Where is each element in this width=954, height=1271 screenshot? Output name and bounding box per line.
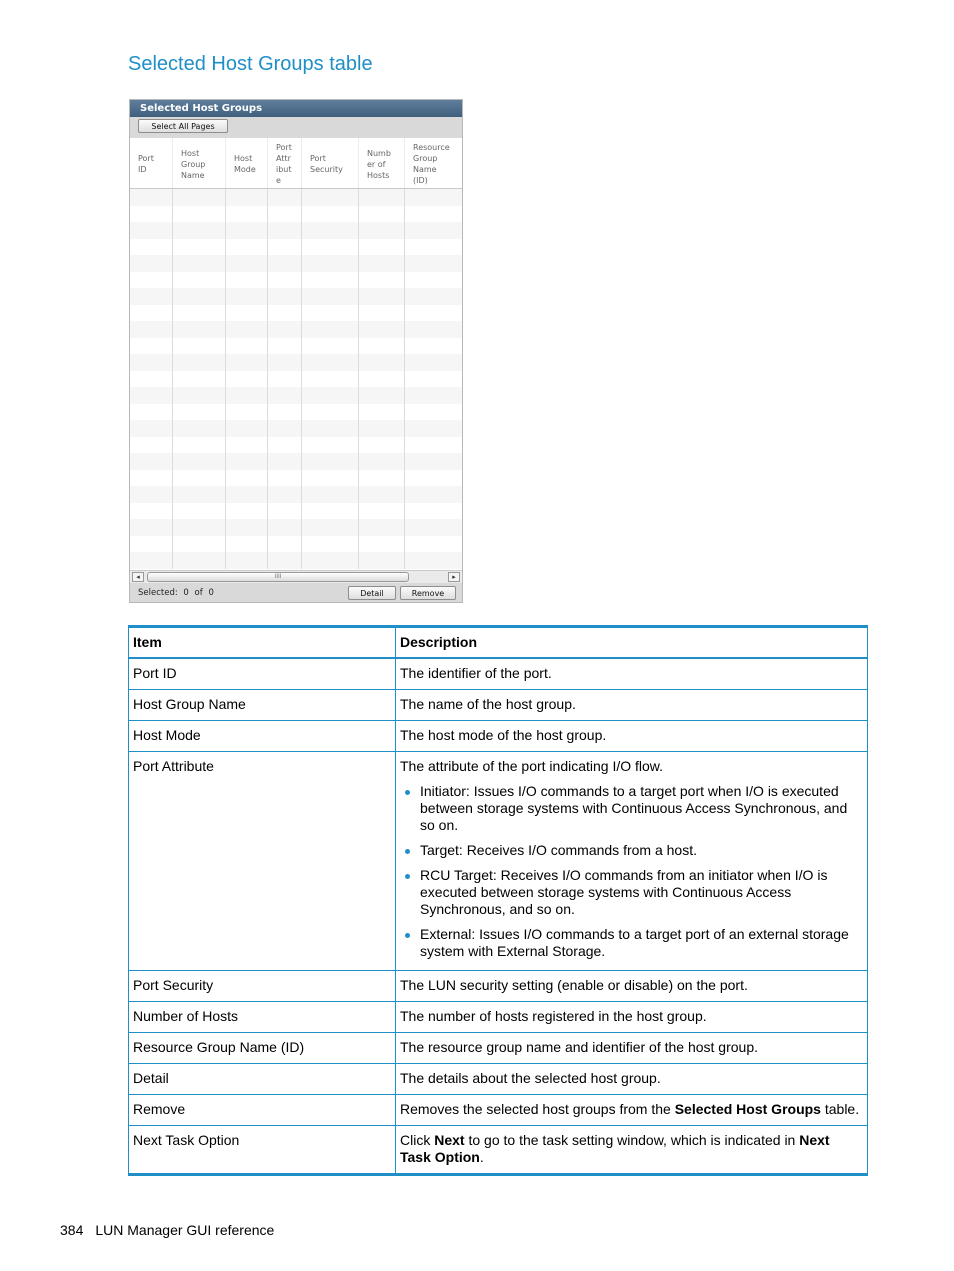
grid-cell (130, 255, 173, 272)
description-text: to go to the task setting window, which is indicated in (464, 1132, 800, 1148)
grid-cell (268, 420, 302, 437)
grid-row[interactable] (130, 536, 462, 553)
grid-row[interactable] (130, 404, 462, 421)
grid-cell (359, 272, 405, 289)
horizontal-scrollbar[interactable] (130, 570, 462, 583)
grid-cell (405, 519, 462, 536)
item-cell: Number of Hosts (129, 1002, 396, 1033)
description-table (128, 625, 868, 1176)
item-cell: Detail (129, 1064, 396, 1095)
grid-cell (130, 305, 173, 322)
grid-cell (130, 371, 173, 388)
grid-cell (268, 486, 302, 503)
grid-cell (359, 206, 405, 223)
grid-cell (359, 321, 405, 338)
grid-row[interactable] (130, 503, 462, 520)
column-header-resource-group-name[interactable]: Resource Group Name (ID) (413, 143, 450, 185)
grid-cell (302, 338, 359, 355)
grid-cell (130, 404, 173, 421)
grid-row[interactable] (130, 354, 462, 371)
grid-cell (268, 189, 302, 206)
grid-cell (302, 503, 359, 520)
description-cell: The resource group name and identifier of the host group. (396, 1033, 868, 1064)
grid-cell (359, 470, 405, 487)
grid-cell (226, 552, 268, 569)
grid-cell (226, 470, 268, 487)
grid-cell (268, 519, 302, 536)
grid-cell (173, 222, 226, 239)
grid-cell (405, 206, 462, 223)
grid-row[interactable] (130, 206, 462, 223)
grid-cell (130, 552, 173, 569)
grid-cell (405, 222, 462, 239)
table-row (129, 752, 868, 971)
table-row (129, 658, 868, 690)
grid-cell (130, 288, 173, 305)
grid-cell (173, 354, 226, 371)
grid-cell (302, 206, 359, 223)
panel-title: Selected Host Groups (130, 100, 462, 117)
grid-cell (173, 305, 226, 322)
bullet-list (400, 783, 863, 960)
grid-cell (405, 470, 462, 487)
grid-cell (302, 420, 359, 437)
grid-cell (226, 371, 268, 388)
description-text: . (479, 1149, 484, 1165)
footer-title: LUN Manager GUI reference (95, 1222, 275, 1238)
grid-cell (173, 321, 226, 338)
scroll-right-icon[interactable]: ▸ (448, 572, 460, 582)
grid-cell (268, 503, 302, 520)
grid-cell (302, 272, 359, 289)
table-row (129, 1033, 868, 1064)
grid-cell (268, 338, 302, 355)
grid-cell (173, 486, 226, 503)
grid-cell (405, 437, 462, 454)
grid-cell (359, 255, 405, 272)
column-header-host-group-name[interactable]: Host Group Name (173, 138, 226, 188)
item-cell: Host Mode (129, 721, 396, 752)
grid-cell (405, 305, 462, 322)
grid-row[interactable] (130, 255, 462, 272)
bold-term: Next Task Option (400, 1132, 830, 1165)
grid-cell (226, 272, 268, 289)
grid-cell (302, 453, 359, 470)
table-row (129, 1095, 868, 1126)
item-cell: Host Group Name (129, 690, 396, 721)
remove-button[interactable]: Remove (400, 586, 456, 600)
grid-cell (130, 486, 173, 503)
header-description: Description (396, 627, 868, 659)
grid-cell (405, 338, 462, 355)
grid-cell (268, 222, 302, 239)
grid-row[interactable] (130, 437, 462, 454)
selected-host-groups-panel (129, 99, 463, 603)
grid-cell (173, 503, 226, 520)
grid-cell (226, 536, 268, 553)
total-count: 0 (208, 588, 214, 598)
grid-cell (302, 189, 359, 206)
grid-cell (302, 552, 359, 569)
grid-cell (226, 239, 268, 256)
grid-cell (359, 536, 405, 553)
grid-cell (226, 189, 268, 206)
grid-cell (268, 437, 302, 454)
section-title: Selected Host Groups table (128, 53, 373, 75)
table-row (129, 1064, 868, 1095)
grid-cell (130, 453, 173, 470)
table-row (129, 690, 868, 721)
grid-cell (405, 552, 462, 569)
panel-footer (130, 583, 462, 603)
grid-cell (226, 453, 268, 470)
grid-row[interactable] (130, 288, 462, 305)
grid-cell (173, 536, 226, 553)
grid-cell (359, 503, 405, 520)
grid-row[interactable] (130, 453, 462, 470)
grid-cell (226, 338, 268, 355)
grid-cell (359, 288, 405, 305)
grid-row[interactable] (130, 272, 462, 289)
grid-cell (302, 321, 359, 338)
grid-body (130, 189, 462, 570)
grid-cell (173, 420, 226, 437)
item-cell: Remove (129, 1095, 396, 1126)
grid-cell (130, 206, 173, 223)
grid-cell (268, 470, 302, 487)
grid-cell (268, 552, 302, 569)
grid-row[interactable] (130, 420, 462, 437)
grid-cell (173, 272, 226, 289)
grid-cell (268, 404, 302, 421)
grid-cell (226, 288, 268, 305)
grid-cell (226, 503, 268, 520)
list-item: External: Issues I/O commands to a target port of an external storage system with External Storage. (420, 926, 863, 960)
table-row (129, 1002, 868, 1033)
grid-cell (268, 387, 302, 404)
grid-cell (302, 255, 359, 272)
grid-cell (226, 519, 268, 536)
grid-cell (302, 371, 359, 388)
grid-cell (173, 387, 226, 404)
grid-cell (405, 255, 462, 272)
select-all-pages-button[interactable]: Select All Pages (138, 119, 228, 133)
grid-cell (359, 437, 405, 454)
grid-cell (226, 255, 268, 272)
list-item: Target: Receives I/O commands from a host. (420, 842, 863, 859)
grid-cell (130, 387, 173, 404)
scroll-left-icon[interactable]: ◂ (132, 572, 144, 582)
grid-cell (302, 519, 359, 536)
grid-cell (405, 503, 462, 520)
grid-cell (226, 321, 268, 338)
grid-cell (130, 272, 173, 289)
grid-cell (173, 288, 226, 305)
grid-row[interactable] (130, 371, 462, 388)
grid-cell (302, 288, 359, 305)
grid-cell (302, 222, 359, 239)
grid-cell (302, 486, 359, 503)
grid-cell (405, 453, 462, 470)
grid-row[interactable] (130, 486, 462, 503)
grid-cell (359, 404, 405, 421)
grid-cell (268, 354, 302, 371)
description-cell: The details about the selected host group. (396, 1064, 868, 1095)
grid-row[interactable] (130, 321, 462, 338)
grid-cell (405, 536, 462, 553)
grid-cell (226, 354, 268, 371)
grid-row[interactable] (130, 239, 462, 256)
grid-cell (130, 321, 173, 338)
description-text: Click (400, 1132, 435, 1148)
grid-row[interactable] (130, 222, 462, 239)
grid-cell (268, 453, 302, 470)
grid-cell (268, 321, 302, 338)
column-header-port-attribute[interactable]: Port Attr ibut e (268, 138, 302, 188)
page-footer (60, 1222, 274, 1238)
grid-cell (302, 437, 359, 454)
grid-cell (405, 371, 462, 388)
grid-cell (302, 354, 359, 371)
grid-cell (130, 354, 173, 371)
grid-cell (268, 239, 302, 256)
grid-cell (173, 437, 226, 454)
grid-cell (359, 453, 405, 470)
bold-term: Next (434, 1132, 465, 1148)
scroll-thumb[interactable]: IIII (147, 572, 409, 582)
grid-cell (302, 305, 359, 322)
grid-cell (173, 453, 226, 470)
detail-button[interactable]: Detail (348, 586, 396, 600)
grid-cell (359, 305, 405, 322)
table-row (129, 721, 868, 752)
grid-cell (359, 354, 405, 371)
item-cell: Next Task Option (129, 1126, 396, 1175)
description-text: Removes the selected host groups from the (400, 1101, 675, 1117)
grid-cell (130, 338, 173, 355)
description-cell (396, 752, 868, 971)
grid-cell (173, 404, 226, 421)
description-cell (396, 1095, 868, 1126)
selected-count: 0 (183, 588, 189, 598)
grid-cell (302, 470, 359, 487)
grid-cell (405, 239, 462, 256)
grid-cell (359, 387, 405, 404)
grid-cell (405, 486, 462, 503)
description-cell: The name of the host group. (396, 690, 868, 721)
list-item: Initiator: Issues I/O commands to a target port when I/O is executed between storage systems with Continuous Access Synchronous, and so on. (420, 783, 863, 834)
description-cell: The identifier of the port. (396, 658, 868, 690)
selection-counter (138, 588, 214, 598)
grid-cell (173, 470, 226, 487)
grid-cell (130, 470, 173, 487)
grid-cell (268, 536, 302, 553)
list-item: RCU Target: Receives I/O commands from an initiator when I/O is executed between storage systems with Continuous Access Synchronous, and so on. (420, 867, 863, 918)
grid-cell (405, 420, 462, 437)
host-groups-grid (130, 138, 462, 570)
bold-term: Selected Host Groups (674, 1101, 821, 1117)
grid-cell (268, 255, 302, 272)
grid-row[interactable] (130, 305, 462, 322)
item-cell: Port Attribute (129, 752, 396, 971)
grid-cell (226, 437, 268, 454)
grid-cell (359, 239, 405, 256)
grid-row[interactable] (130, 189, 462, 206)
description-cell: The LUN security setting (enable or disable) on the port. (396, 971, 868, 1002)
grid-cell (405, 354, 462, 371)
description-cell: The host mode of the host group. (396, 721, 868, 752)
table-row (129, 971, 868, 1002)
item-cell: Resource Group Name (ID) (129, 1033, 396, 1064)
grid-cell (130, 437, 173, 454)
grid-cell (130, 222, 173, 239)
grid-cell (405, 272, 462, 289)
grid-cell (173, 371, 226, 388)
grid-cell (302, 239, 359, 256)
grid-cell (226, 222, 268, 239)
grid-cell (359, 420, 405, 437)
description-cell (396, 1126, 868, 1175)
table-row (129, 1126, 868, 1175)
grid-cell (130, 519, 173, 536)
grid-row[interactable] (130, 338, 462, 355)
grid-cell (359, 338, 405, 355)
grid-cell (405, 321, 462, 338)
grid-cell (173, 189, 226, 206)
grid-cell (173, 239, 226, 256)
grid-cell (405, 189, 462, 206)
grid-cell (359, 222, 405, 239)
grid-cell (268, 305, 302, 322)
grid-cell (130, 536, 173, 553)
grid-cell (359, 189, 405, 206)
column-header-port-id[interactable]: Port ID (130, 138, 173, 188)
grid-cell (226, 404, 268, 421)
grid-header (130, 138, 462, 189)
description-cell: The number of hosts registered in the host group. (396, 1002, 868, 1033)
grid-cell (173, 338, 226, 355)
grid-cell (226, 387, 268, 404)
column-header-number-of-hosts[interactable]: Numb er of Hosts (359, 138, 405, 188)
grid-cell (226, 305, 268, 322)
grid-cell (359, 519, 405, 536)
grid-cell (226, 420, 268, 437)
grid-cell (130, 239, 173, 256)
grid-cell (173, 519, 226, 536)
grid-cell (268, 371, 302, 388)
grid-cell (173, 206, 226, 223)
grid-cell (302, 536, 359, 553)
grid-cell (173, 255, 226, 272)
item-cell: Port ID (129, 658, 396, 690)
column-header-host-mode[interactable]: Host Mode (226, 138, 268, 188)
grid-cell (226, 206, 268, 223)
selected-label: Selected: (138, 588, 178, 598)
grid-cell (302, 404, 359, 421)
grid-cell (359, 371, 405, 388)
grid-cell (130, 503, 173, 520)
grid-cell (405, 404, 462, 421)
item-cell: Port Security (129, 971, 396, 1002)
description-text: The attribute of the port indicating I/O flow. (400, 758, 664, 774)
grid-cell (405, 387, 462, 404)
grid-cell (268, 272, 302, 289)
grid-row[interactable] (130, 470, 462, 487)
grid-row[interactable] (130, 519, 462, 536)
grid-cell (405, 288, 462, 305)
of-label: of (194, 588, 203, 598)
grid-cell (130, 420, 173, 437)
page-number: 384 (60, 1222, 84, 1238)
column-header-port-security[interactable]: Port Security (302, 138, 359, 188)
grid-cell (226, 486, 268, 503)
grid-cell (173, 552, 226, 569)
grid-cell (302, 387, 359, 404)
description-text: table. (820, 1101, 860, 1117)
grid-cell (359, 552, 405, 569)
grid-cell (268, 206, 302, 223)
grid-cell (268, 288, 302, 305)
grid-row[interactable] (130, 387, 462, 404)
grid-cell (359, 486, 405, 503)
table-header-row (129, 627, 868, 659)
header-item: Item (129, 627, 396, 659)
grid-cell (130, 189, 173, 206)
grid-row[interactable] (130, 552, 462, 569)
